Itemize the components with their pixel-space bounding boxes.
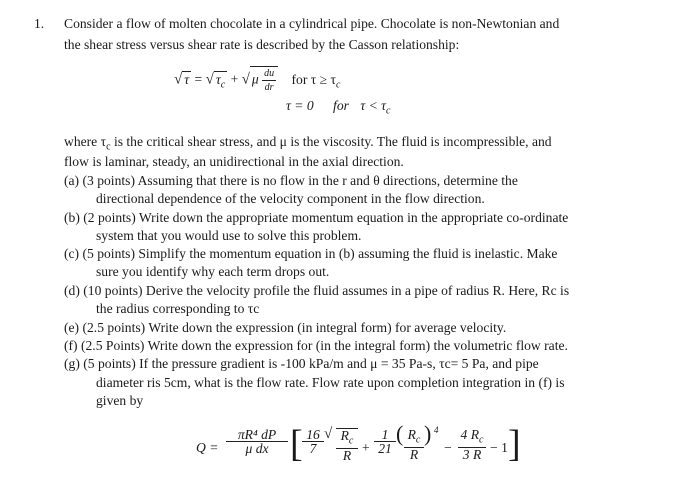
intro-line-2: the shear stress versus shear rate is described by the Casson relationship: [64,37,460,52]
part-d-line-1: (d) (10 points) Derive the velocity profile the fluid assumes in a pipe of radius R. Here, Rc is [64,283,570,298]
part-c-line-1: (c) (5 points) Simplify the momentum equation in (b) assuming the fluid is inelastic. Make [64,246,558,261]
part-a-line-1: (a) (3 points) Assuming that there is no flow in the r and θ directions, determine the [64,173,518,188]
casson-equation-2: τ = 0 for $\tau < \tau_c$ [286,98,391,117]
part-d-line-2: the radius corresponding to τc [96,301,260,316]
part-f-line-1: (f) (2.5 Points) Write down the expression for (in the integral form) the volumetric flow rate. [64,338,568,353]
part-a-line-2: directional dependence of the velocity component in the flow direction. [96,191,485,206]
part-b-line-1: (b) (2 points) Write down the appropriate momentum equation in the appropriate co-ordinate [64,210,569,225]
description-line-2: flow is laminar, steady, an unidirectional in the axial direction. [64,154,404,169]
part-b-line-2: system that you would use to solve this problem. [96,228,362,243]
problem-page: 1. Consider a flow of molten chocolate in a cylindrical pipe. Chocolate is non-Newtonian and the shear stress versus shear rate is described by the Casson relationship: √ τ = √ $\tau_c$ + √ μ $\frac{du}{dr}$ for $\tau \ge \tau_c$ τ = 0 for $\tau < \tau_c$ where $\tau_c$ is the critical shear stress, and μ is the viscosity. The fluid is incompressible, and flow is laminar, steady, an unidirectional in the axial direction. (a) (3 points) Assuming that there is no flow in the r and θ directions, determine the directional dependence of the velocity component in the flow direction. (b) (2 points) Write down the appropriate momentum equation in the appropriate co-ordinate system that you would use to solve this problem. (c) (5 points) Simplify the momentum equation in (b) assuming the fluid is inelastic. Make sure you identify why each term drops out. (d) (10 points) Derive the velocity profile the fluid assumes in a pipe of radius R. Here, Rc is the radius corresponding to τc (e) (2.5 points) Write down the expression (in integral form) for average velocity. (f) (2.5 Points) Write down the expression for (in the integral form) the volumetric flow rate. (g) (5 points) If the pressure gradient is -100 kPa/m and μ = 35 Pa-s, τc= 5 Pa, and pipe diameter ris 5cm, what is the flow rate. Flow rate upon completion integration in (f) is given by Q = $\frac{\text{πR⁴ dP}}{\text{μ dx}}$ [ $\frac{16}{7}$ √ $\frac{R_c}{R}$ + $\frac{1}{21}$ ( $\frac{R_c}{R}$ ) 4 − $\frac{4 R_c}{3 R}$ − 1 ] [34,16,570,465]
part-g-line-3: given by [96,393,144,408]
part-g-line-1: (g) (5 points) If the pressure gradient is -100 kPa/m and μ = 35 Pa-s, τc= 5 Pa, and pipe [64,356,539,371]
problem-number: 1. [34,16,45,31]
casson-equation: √ τ = √ $\tau_c$ + √ μ $\frac{du}{dr}$ for $\tau \ge \tau_c$ [174,68,341,93]
description-line-1: where $\tau_c$ is the critical shear stress, and μ is the viscosity. The fluid is incompressible, and [64,134,552,153]
casson-condition: for $\tau \ge \tau_c$ [291,71,341,91]
part-e-line-1: (e) (2.5 points) Write down the expression (in integral form) for average velocity. [64,320,507,335]
part-g-line-2: diameter ris 5cm, what is the flow rate. Flow rate upon completion integration in (f) is [96,375,565,390]
part-c-line-2: sure you identify why each term drops out. [96,264,330,279]
intro-line-1: Consider a flow of molten chocolate in a cylindrical pipe. Chocolate is non-Newtonian and [64,16,560,31]
